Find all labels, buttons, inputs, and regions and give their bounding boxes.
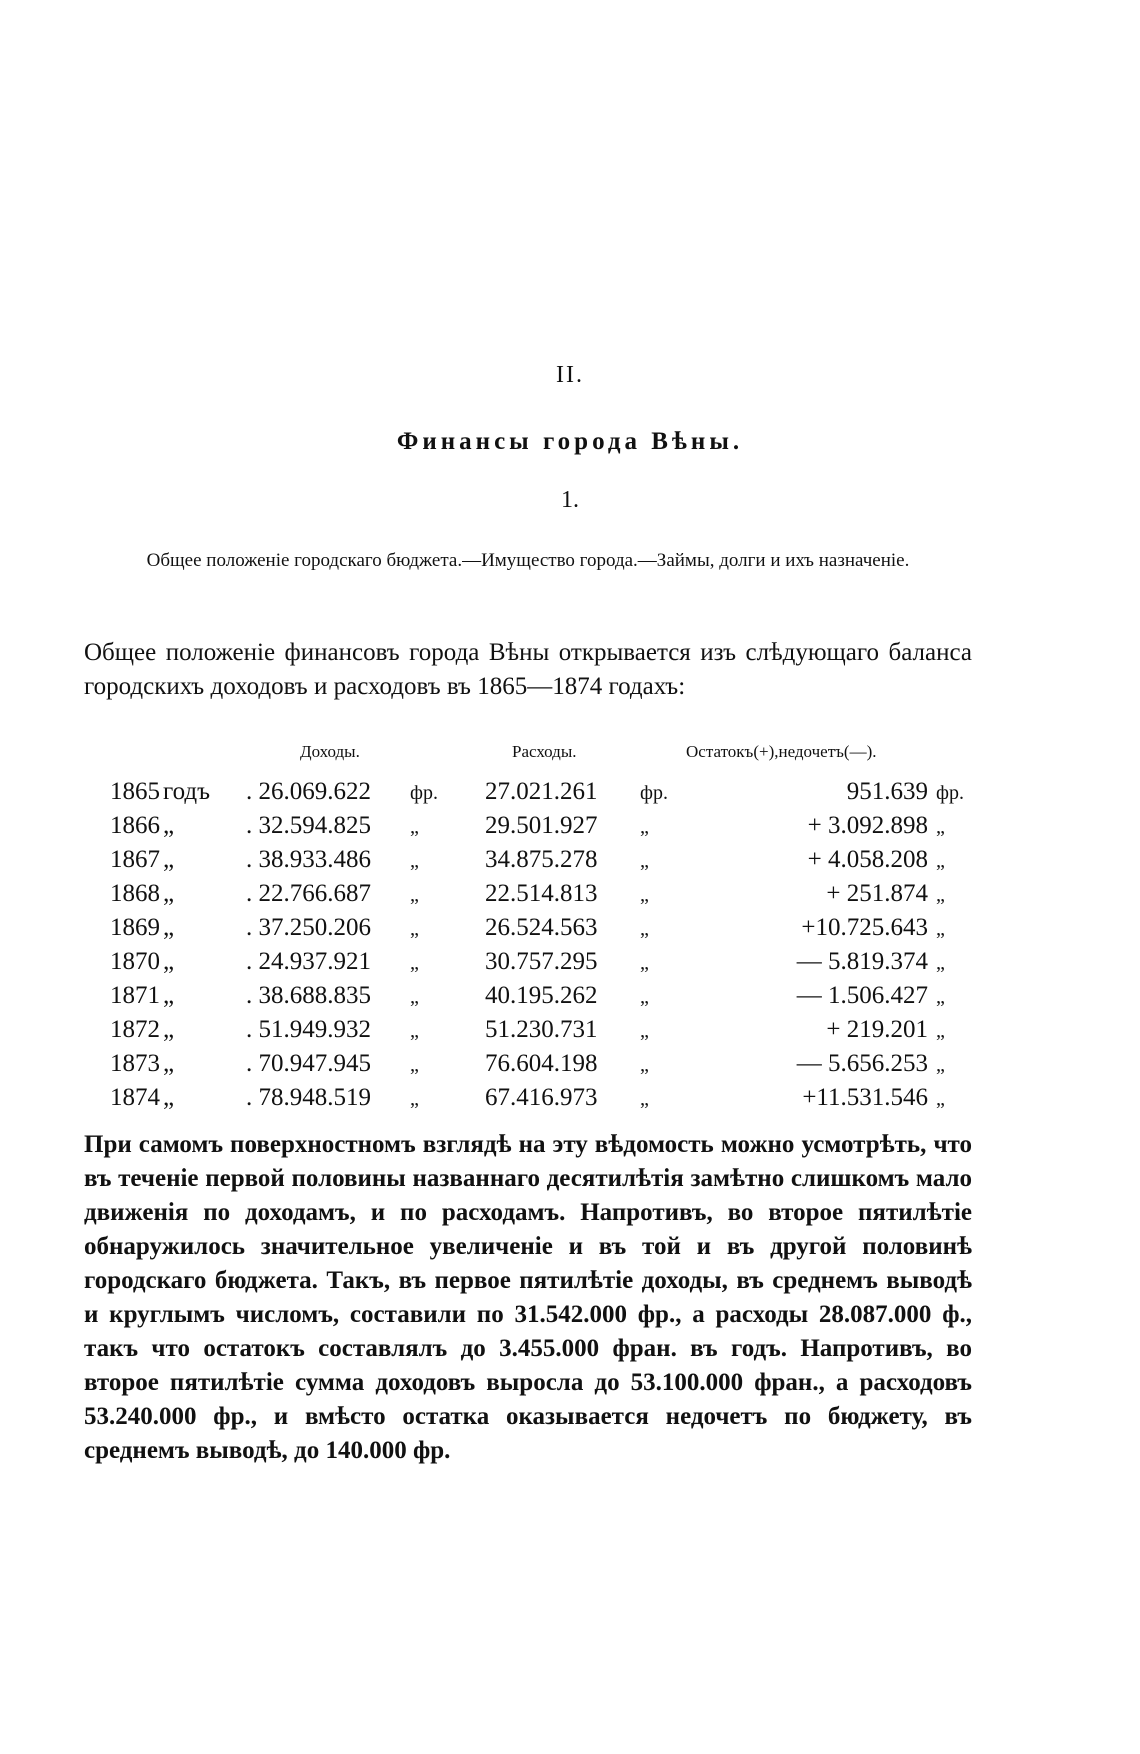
currency-cell: „ — [640, 850, 649, 872]
income-cell: . 51.949.932 — [246, 1016, 371, 1043]
currency-cell: „ — [936, 918, 945, 940]
currency-cell: „ — [410, 1054, 419, 1076]
currency-cell: фр. — [640, 782, 668, 804]
year-cell: 1873 — [110, 1050, 160, 1077]
year-cell: 1874 — [110, 1084, 160, 1111]
body-paragraph: При самомъ поверхностномъ взглядѣ на эту вѣдомость можно усмотрѣть, что въ теченіе первой половины названнаго десятилѣтія замѣтно слишкомъ мало движенія по доходамъ, и по расходамъ. Напротивъ, во второе пятилѣтіе обнаружилось значительное увеличеніе и въ той и въ другой половинѣ городскаго бюджета. Такъ, въ первое пятилѣтіе доходы, въ среднемъ выводѣ и круглымъ числомъ, составили по 31.542.000 фр., а расходы 28.087.000 ф., такъ что остатокъ составлялъ до 3.455.000 фран. въ годъ. Напротивъ, во второе пятилѣтіе сумма доходовъ выросла до 53.100.000 фран., а расходовъ 53.240.000 фр., и вмѣсто остатка оказывается недочетъ по бюджету, въ среднемъ выводѣ, до 140.000 фр. — [84, 1131, 972, 1464]
income-cell: . 38.688.835 — [246, 982, 371, 1009]
currency-cell: „ — [640, 986, 649, 1008]
table-row — [0, 914, 1140, 948]
currency-cell: „ — [936, 1054, 945, 1076]
income-cell: . 32.594.825 — [246, 812, 371, 839]
currency-cell: „ — [410, 1088, 419, 1110]
table-row — [0, 1084, 1140, 1118]
currency-cell: „ — [936, 850, 945, 872]
currency-cell: „ — [640, 952, 649, 974]
currency-cell: „ — [640, 918, 649, 940]
expense-cell: 22.514.813 — [485, 880, 598, 907]
currency-cell: фр. — [410, 782, 438, 804]
unit-cell: „ — [163, 846, 175, 873]
unit-cell: „ — [163, 948, 175, 975]
balance-cell: — 1.506.427 — [796, 982, 928, 1009]
balance-cell: +11.531.546 — [802, 1084, 928, 1111]
currency-cell: „ — [410, 884, 419, 906]
header-expense: Расходы. — [512, 742, 577, 761]
year-cell: 1870 — [110, 948, 160, 975]
currency-cell: „ — [936, 1020, 945, 1042]
currency-cell: „ — [936, 1088, 945, 1110]
unit-cell: „ — [163, 914, 175, 941]
currency-cell: „ — [640, 816, 649, 838]
section-number: II. — [556, 362, 584, 388]
balance-cell: +10.725.643 — [801, 914, 928, 941]
year-cell: 1866 — [110, 812, 160, 839]
expense-cell: 40.195.262 — [485, 982, 598, 1009]
balance-cell: + 3.092.898 — [807, 812, 928, 839]
expense-cell: 67.416.973 — [485, 1084, 598, 1111]
balance-cell: + 4.058.208 — [807, 846, 928, 873]
income-cell: . 26.069.622 — [246, 778, 371, 805]
balance-cell: + 251.874 — [826, 880, 928, 907]
expense-cell: 30.757.295 — [485, 948, 598, 975]
income-cell: . 22.766.687 — [246, 880, 371, 907]
currency-cell: „ — [640, 884, 649, 906]
income-cell: . 38.933.486 — [246, 846, 371, 873]
header-income: Доходы. — [300, 742, 360, 761]
unit-cell: „ — [163, 1084, 175, 1111]
year-cell: 1871 — [110, 982, 160, 1009]
table-row — [0, 982, 1140, 1016]
currency-cell: „ — [640, 1054, 649, 1076]
income-cell: . 24.937.921 — [246, 948, 371, 975]
expense-cell: 76.604.198 — [485, 1050, 598, 1077]
table-row — [0, 846, 1140, 880]
currency-cell: „ — [410, 986, 419, 1008]
year-cell: 1867 — [110, 846, 160, 873]
currency-cell: „ — [936, 816, 945, 838]
unit-cell: годъ — [163, 778, 211, 805]
table-row — [0, 880, 1140, 914]
table-row — [0, 778, 1140, 812]
expense-cell: 29.501.927 — [485, 812, 598, 839]
table-row — [0, 1050, 1140, 1084]
header-balance: Остатокъ(+),недочетъ(—). — [686, 742, 877, 761]
expense-cell: 34.875.278 — [485, 846, 598, 873]
balance-cell: 951.639 — [846, 778, 928, 805]
expense-cell: 27.021.261 — [485, 778, 598, 805]
unit-cell: „ — [163, 880, 175, 907]
expense-cell: 26.524.563 — [485, 914, 598, 941]
currency-cell: „ — [936, 884, 945, 906]
income-cell: . 78.948.519 — [246, 1084, 371, 1111]
currency-cell: „ — [936, 986, 945, 1008]
table-row — [0, 812, 1140, 846]
unit-cell: „ — [163, 1050, 175, 1077]
year-cell: 1868 — [110, 880, 160, 907]
expense-cell: 51.230.731 — [485, 1016, 598, 1043]
currency-cell: „ — [410, 816, 419, 838]
income-cell: . 70.947.945 — [246, 1050, 371, 1077]
currency-cell: „ — [410, 850, 419, 872]
intro-paragraph: Общее положеніе финансовъ города Вѣны открывается изъ слѣдующаго баланса городскихъ доходовъ и расходовъ въ 1865—1874 годахъ: — [84, 639, 972, 700]
unit-cell: „ — [163, 1016, 175, 1043]
table-row — [0, 1016, 1140, 1050]
balance-cell: — 5.819.374 — [796, 948, 928, 975]
unit-cell: „ — [163, 812, 175, 839]
table-row — [0, 948, 1140, 982]
currency-cell: „ — [640, 1020, 649, 1042]
balance-cell: — 5.656.253 — [796, 1050, 928, 1077]
subsection-number: 1. — [561, 487, 579, 513]
currency-cell: „ — [640, 1088, 649, 1110]
currency-cell: „ — [410, 952, 419, 974]
unit-cell: „ — [163, 982, 175, 1009]
currency-cell: „ — [936, 952, 945, 974]
currency-cell: „ — [410, 1020, 419, 1042]
subsection-heading: Общее положеніе городскаго бюджета.—Имущество города.—Займы, долги и ихъ назначеніе. — [146, 550, 910, 571]
currency-cell: „ — [410, 918, 419, 940]
year-cell: 1872 — [110, 1016, 160, 1043]
currency-cell: фр. — [936, 782, 964, 804]
year-cell: 1869 — [110, 914, 160, 941]
income-cell: . 37.250.206 — [246, 914, 371, 941]
balance-cell: + 219.201 — [826, 1016, 928, 1043]
year-cell: 1865 — [110, 778, 160, 805]
page-title: Финансы города Вѣны. — [396, 428, 744, 455]
